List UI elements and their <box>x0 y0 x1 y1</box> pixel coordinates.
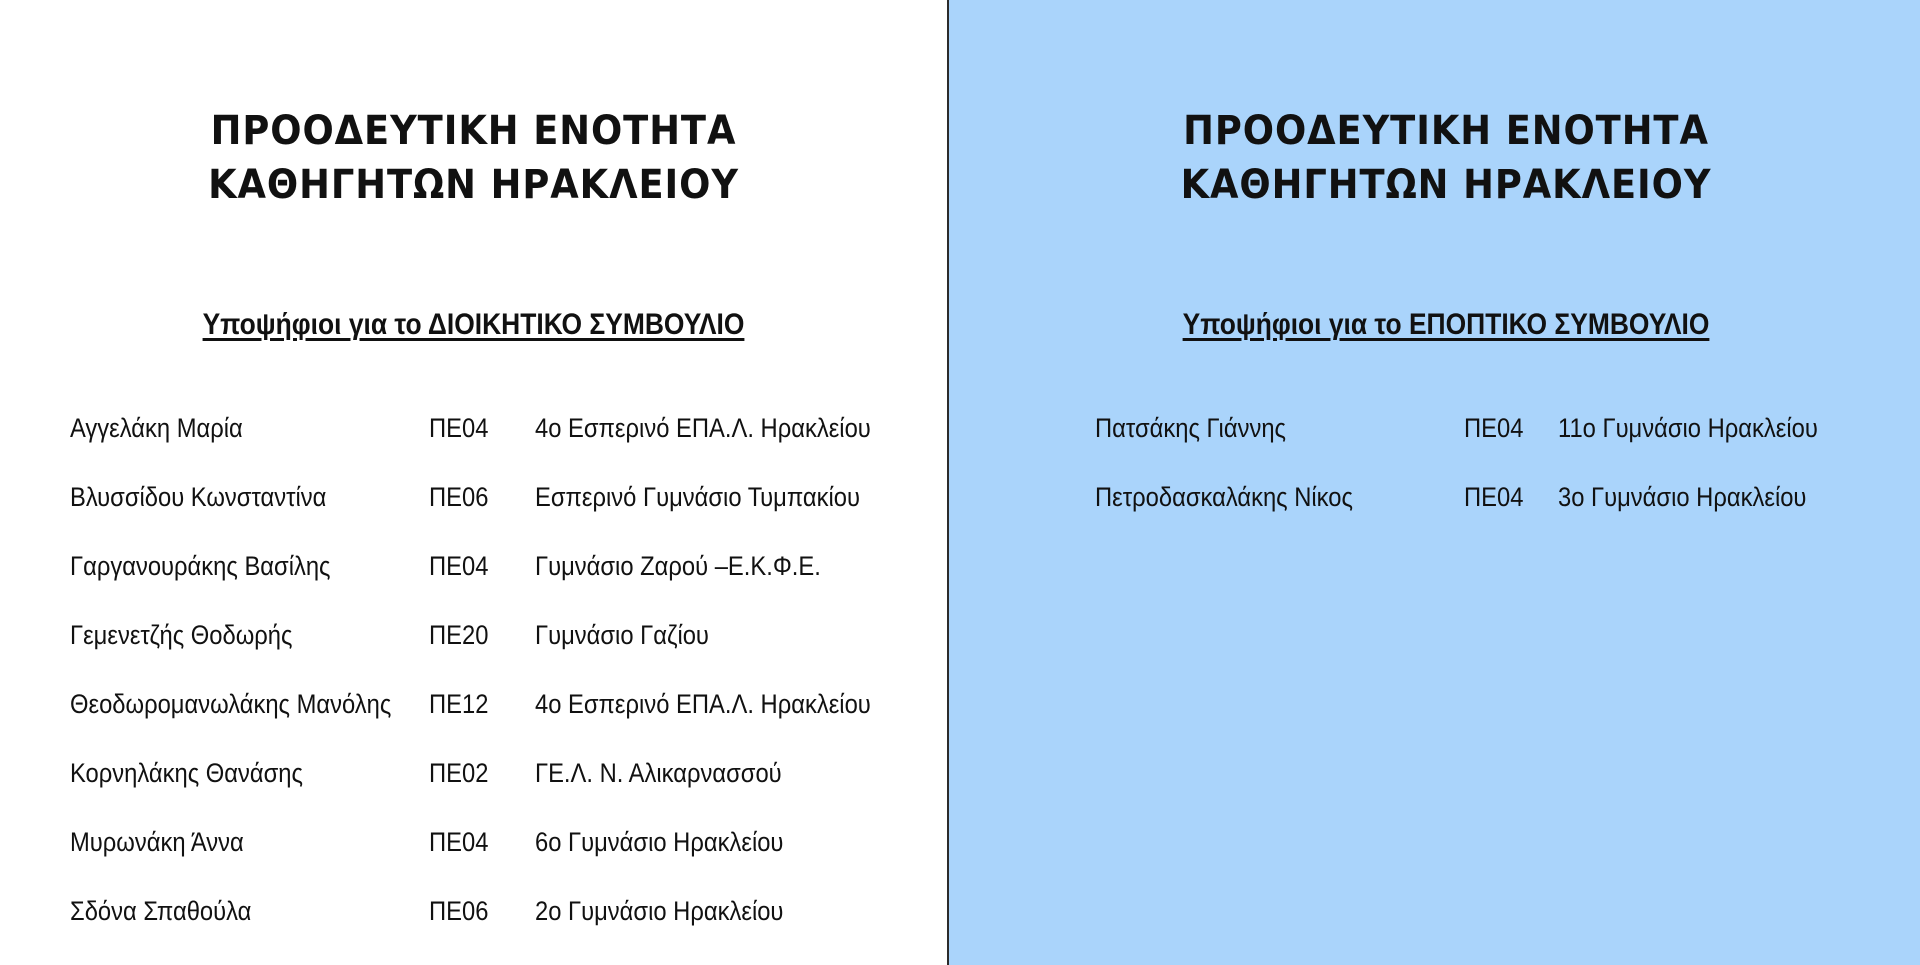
organization-title-line1: ΠΡΟΟΔΕΥΤΙΚΗ ΕΝΟΤΗΤΑ <box>1183 108 1709 154</box>
candidate-row <box>0 891 947 931</box>
organization-title-line1: ΠΡΟΟΔΕΥΤΙΚΗ ΕΝΟΤΗΤΑ <box>210 108 737 154</box>
candidate-list-dioikitiko <box>0 0 947 965</box>
candidate-row <box>0 408 947 448</box>
candidate-row <box>0 615 947 655</box>
candidate-school: 6ο Γυμνάσιο Ηρακλείου <box>535 827 784 857</box>
candidate-row <box>972 477 1920 517</box>
candidate-name: Σδόνα Σπαθούλα <box>70 896 252 926</box>
candidate-name: Πετροδασκαλάκης Νίκος <box>1095 482 1353 512</box>
candidate-row <box>0 684 947 724</box>
candidate-school: 4ο Εσπερινό ΕΠΑ.Λ. Ηρακλείου <box>535 689 871 719</box>
candidate-row <box>972 408 1920 448</box>
candidate-name: Γεμενετζής Θοδωρής <box>70 620 293 650</box>
candidate-name: Κορνηλάκης Θανάσης <box>70 758 303 788</box>
candidate-specialty: ΠΕ12 <box>429 689 489 719</box>
section-heading-dioikitiko: Υποψήφιοι για το ΔΙΟΙΚΗΤΙΚΟ ΣΥΜΒΟΥΛΙΟ <box>202 308 745 341</box>
candidate-school: 2ο Γυμνάσιο Ηρακλείου <box>535 896 784 926</box>
candidate-school: Εσπερινό Γυμνάσιο Τυμπακίου <box>535 482 861 512</box>
candidate-name: Μυρωνάκη Άννα <box>70 827 244 857</box>
candidate-specialty: ΠΕ04 <box>429 827 489 857</box>
candidate-row <box>0 477 947 517</box>
candidate-specialty: ΠΕ04 <box>429 551 489 581</box>
candidate-school: 11ο Γυμνάσιο Ηρακλείου <box>1558 413 1818 443</box>
candidate-school: Γυμνάσιο Γαζίου <box>535 620 709 650</box>
candidate-specialty: ΠΕ04 <box>1464 413 1524 443</box>
candidate-name: Πατσάκης Γιάννης <box>1095 413 1287 443</box>
candidate-list-epoptiko <box>972 0 1920 965</box>
candidate-school: 4ο Εσπερινό ΕΠΑ.Λ. Ηρακλείου <box>535 413 871 443</box>
candidate-specialty: ΠΕ06 <box>429 896 489 926</box>
left-panel-dioikitiko <box>0 0 947 965</box>
candidate-row <box>0 753 947 793</box>
candidate-name: Αγγελάκη Μαρία <box>70 413 243 443</box>
candidate-school: Γυμνάσιο Ζαρού –Ε.Κ.Φ.Ε. <box>535 551 821 581</box>
candidate-specialty: ΠΕ06 <box>429 482 489 512</box>
candidate-name: Θεοδωρομανωλάκης Μανόλης <box>70 689 392 719</box>
candidate-row <box>0 546 947 586</box>
candidate-specialty: ΠΕ20 <box>429 620 489 650</box>
organization-title-line2: ΚΑΘΗΓΗΤΩΝ ΗΡΑΚΛΕΙΟΥ <box>208 162 739 208</box>
candidate-row <box>0 822 947 862</box>
section-heading-epoptiko: Υποψήφιοι για το ΕΠΟΠΤΙΚΟ ΣΥΜΒΟΥΛΙΟ <box>1182 308 1710 341</box>
candidate-specialty: ΠΕ04 <box>429 413 489 443</box>
candidate-school: ΓΕ.Λ. Ν. Αλικαρνασσού <box>535 758 782 788</box>
candidate-specialty: ΠΕ02 <box>429 758 489 788</box>
candidate-school: 3ο Γυμνάσιο Ηρακλείου <box>1558 482 1807 512</box>
organization-title-line2: ΚΑΘΗΓΗΤΩΝ ΗΡΑΚΛΕΙΟΥ <box>1180 162 1712 208</box>
right-panel-epoptiko <box>972 0 1920 965</box>
candidate-name: Βλυσσίδου Κωνσταντίνα <box>70 482 327 512</box>
right-panel-margin <box>949 0 972 965</box>
candidate-name: Γαργανουράκης Βασίλης <box>70 551 331 581</box>
candidate-specialty: ΠΕ04 <box>1464 482 1524 512</box>
